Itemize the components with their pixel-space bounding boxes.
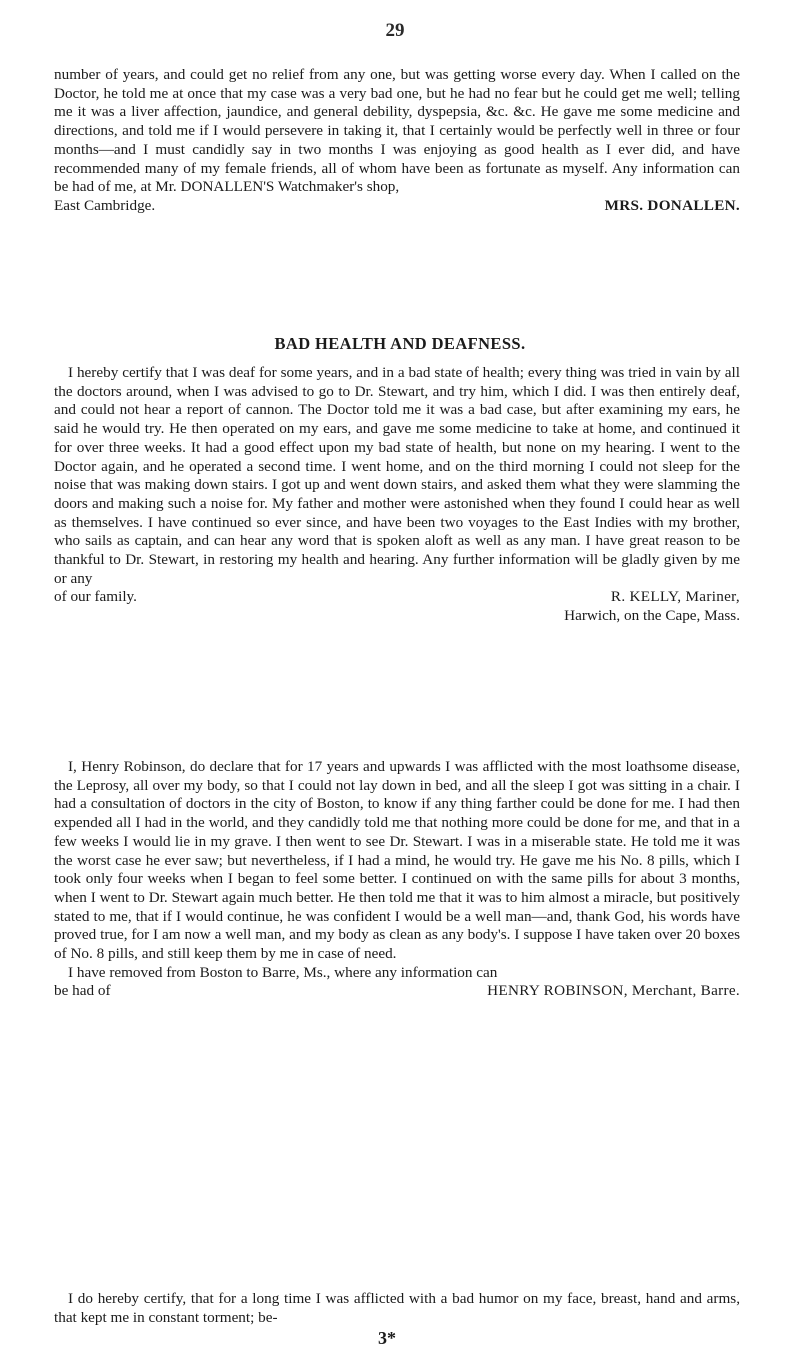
testimonial-robinson — [54, 758, 740, 1001]
testimonial-body: I hereby certify that I was deaf for some years, and in a bad state of health; every thing was tried in vain by all the doctors around, when I was advised to go to Dr. Stewart, and try him, which I did. I was then entirely deaf, and could not hear a report of cannon. The Doctor told me it was a bad case, but after examining my ears, he said he would try. He then operated on my ears, and gave me some medicine to take at home, and continued it for over three weeks. It had a good effect upon my bad state of health, but none on my hearing. I went to the Doctor again, and he operated a second time. I went home, and on the third morning I could not sleep for the noise that was making down stairs. I got up and went down stairs, and asked them what they were slamming the doors and making such a noise for. My father and mother were astonished when they found I could hear as well as themselves. I have continued so ever since, and have been two voyages to the East Indies with my brother, who sails as captain, and can hear any word that is spoken aloft as well as any man. I have great reason to be thankful to Dr. Stewart, in restoring my health and hearing. Any further information will be gladly given by me or any — [54, 364, 740, 587]
testimonial-signature: R. KELLY, Mariner, — [610, 588, 740, 606]
testimonial-body: I do hereby certify, that for a long time I was afflicted with a bad humor on my face, breast, hand and arms, that kept me in constant torment; be- — [54, 1290, 740, 1326]
testimonial-signature: HENRY ROBINSON, Merchant, Barre. — [487, 982, 740, 1000]
signature-line — [54, 588, 740, 607]
testimonial-place: East Cambridge. — [54, 196, 156, 214]
testimonial-body: I, Henry Robinson, do declare that for 17 years and upwards I was afflicted with the most loathsome disease, the Leprosy, all over my body, so that I could not lay down in bed, and all the sleep I got was sitting in a chair. I had a consultation of doctors in the city of Boston, to know if any thing farther could be done for me. I had then expended all I had in the world, and they candidly told me that nothing more could be done for me, and that in a few weeks I would lie in my grave. I then went to see Dr. Stewart. I was in a miserable state. He told me it was the worst case he ever saw; but nevertheless, if I had a mind, he would try. He gave me his No. 8 pills, which I took only four weeks when I began to feel some better. I continued on with the same pills for about 3 months, when I went to Dr. Stewart again much better. He then told me that it was to him almost a miracle, but positively stated to me, that if I would continue, he was confident I would be a well man—and, thank God, his words have proved true, for I am now a well man, and my body as clean as any body's. I suppose I have taken over 20 boxes of No. 8 pills, and still keep them by me in case of need. — [54, 758, 740, 963]
testimonial-body: number of years, and could get no relief from any one, but was getting worse every day. When I called on the Doctor, he told me at once that my case was a very bad one, but he had no fear but he could get me well; telling me it was a liver affection, jaundice, and general debility, dyspepsia, &c. &c. He gave me some medicine and directions, and told me if I would persevere in taking it, that I certainly would be perfectly well in three or four months—and I must candidly say in two months I was enjoying as good health as I ever did, and have recommended many of my female friends, all of whom have been as fortunate as myself. Any information can be had of me, at Mr. DONALLEN'S Watchmaker's shop, — [54, 66, 740, 196]
testimonial-humor — [54, 1290, 740, 1327]
testimonial-body-continued: I have removed from Boston to Barre, Ms., where any information can — [68, 963, 498, 981]
testimonial-closing: of our family. — [54, 588, 137, 606]
testimonial-closing: be had of — [54, 982, 111, 1000]
signature-line — [54, 982, 740, 1001]
testimonial-signature-place: Harwich, on the Cape, Mass. — [564, 607, 740, 625]
testimonial-signature: MRS. DONALLEN. — [604, 196, 740, 214]
section-heading: BAD HEALTH AND DEAFNESS. — [274, 334, 526, 353]
signature-line — [54, 197, 740, 216]
page-number: 29 — [385, 20, 405, 41]
signature-mark: 3* — [378, 1328, 396, 1348]
testimonial-kelly — [54, 364, 740, 626]
testimonial-donallen — [54, 66, 740, 216]
